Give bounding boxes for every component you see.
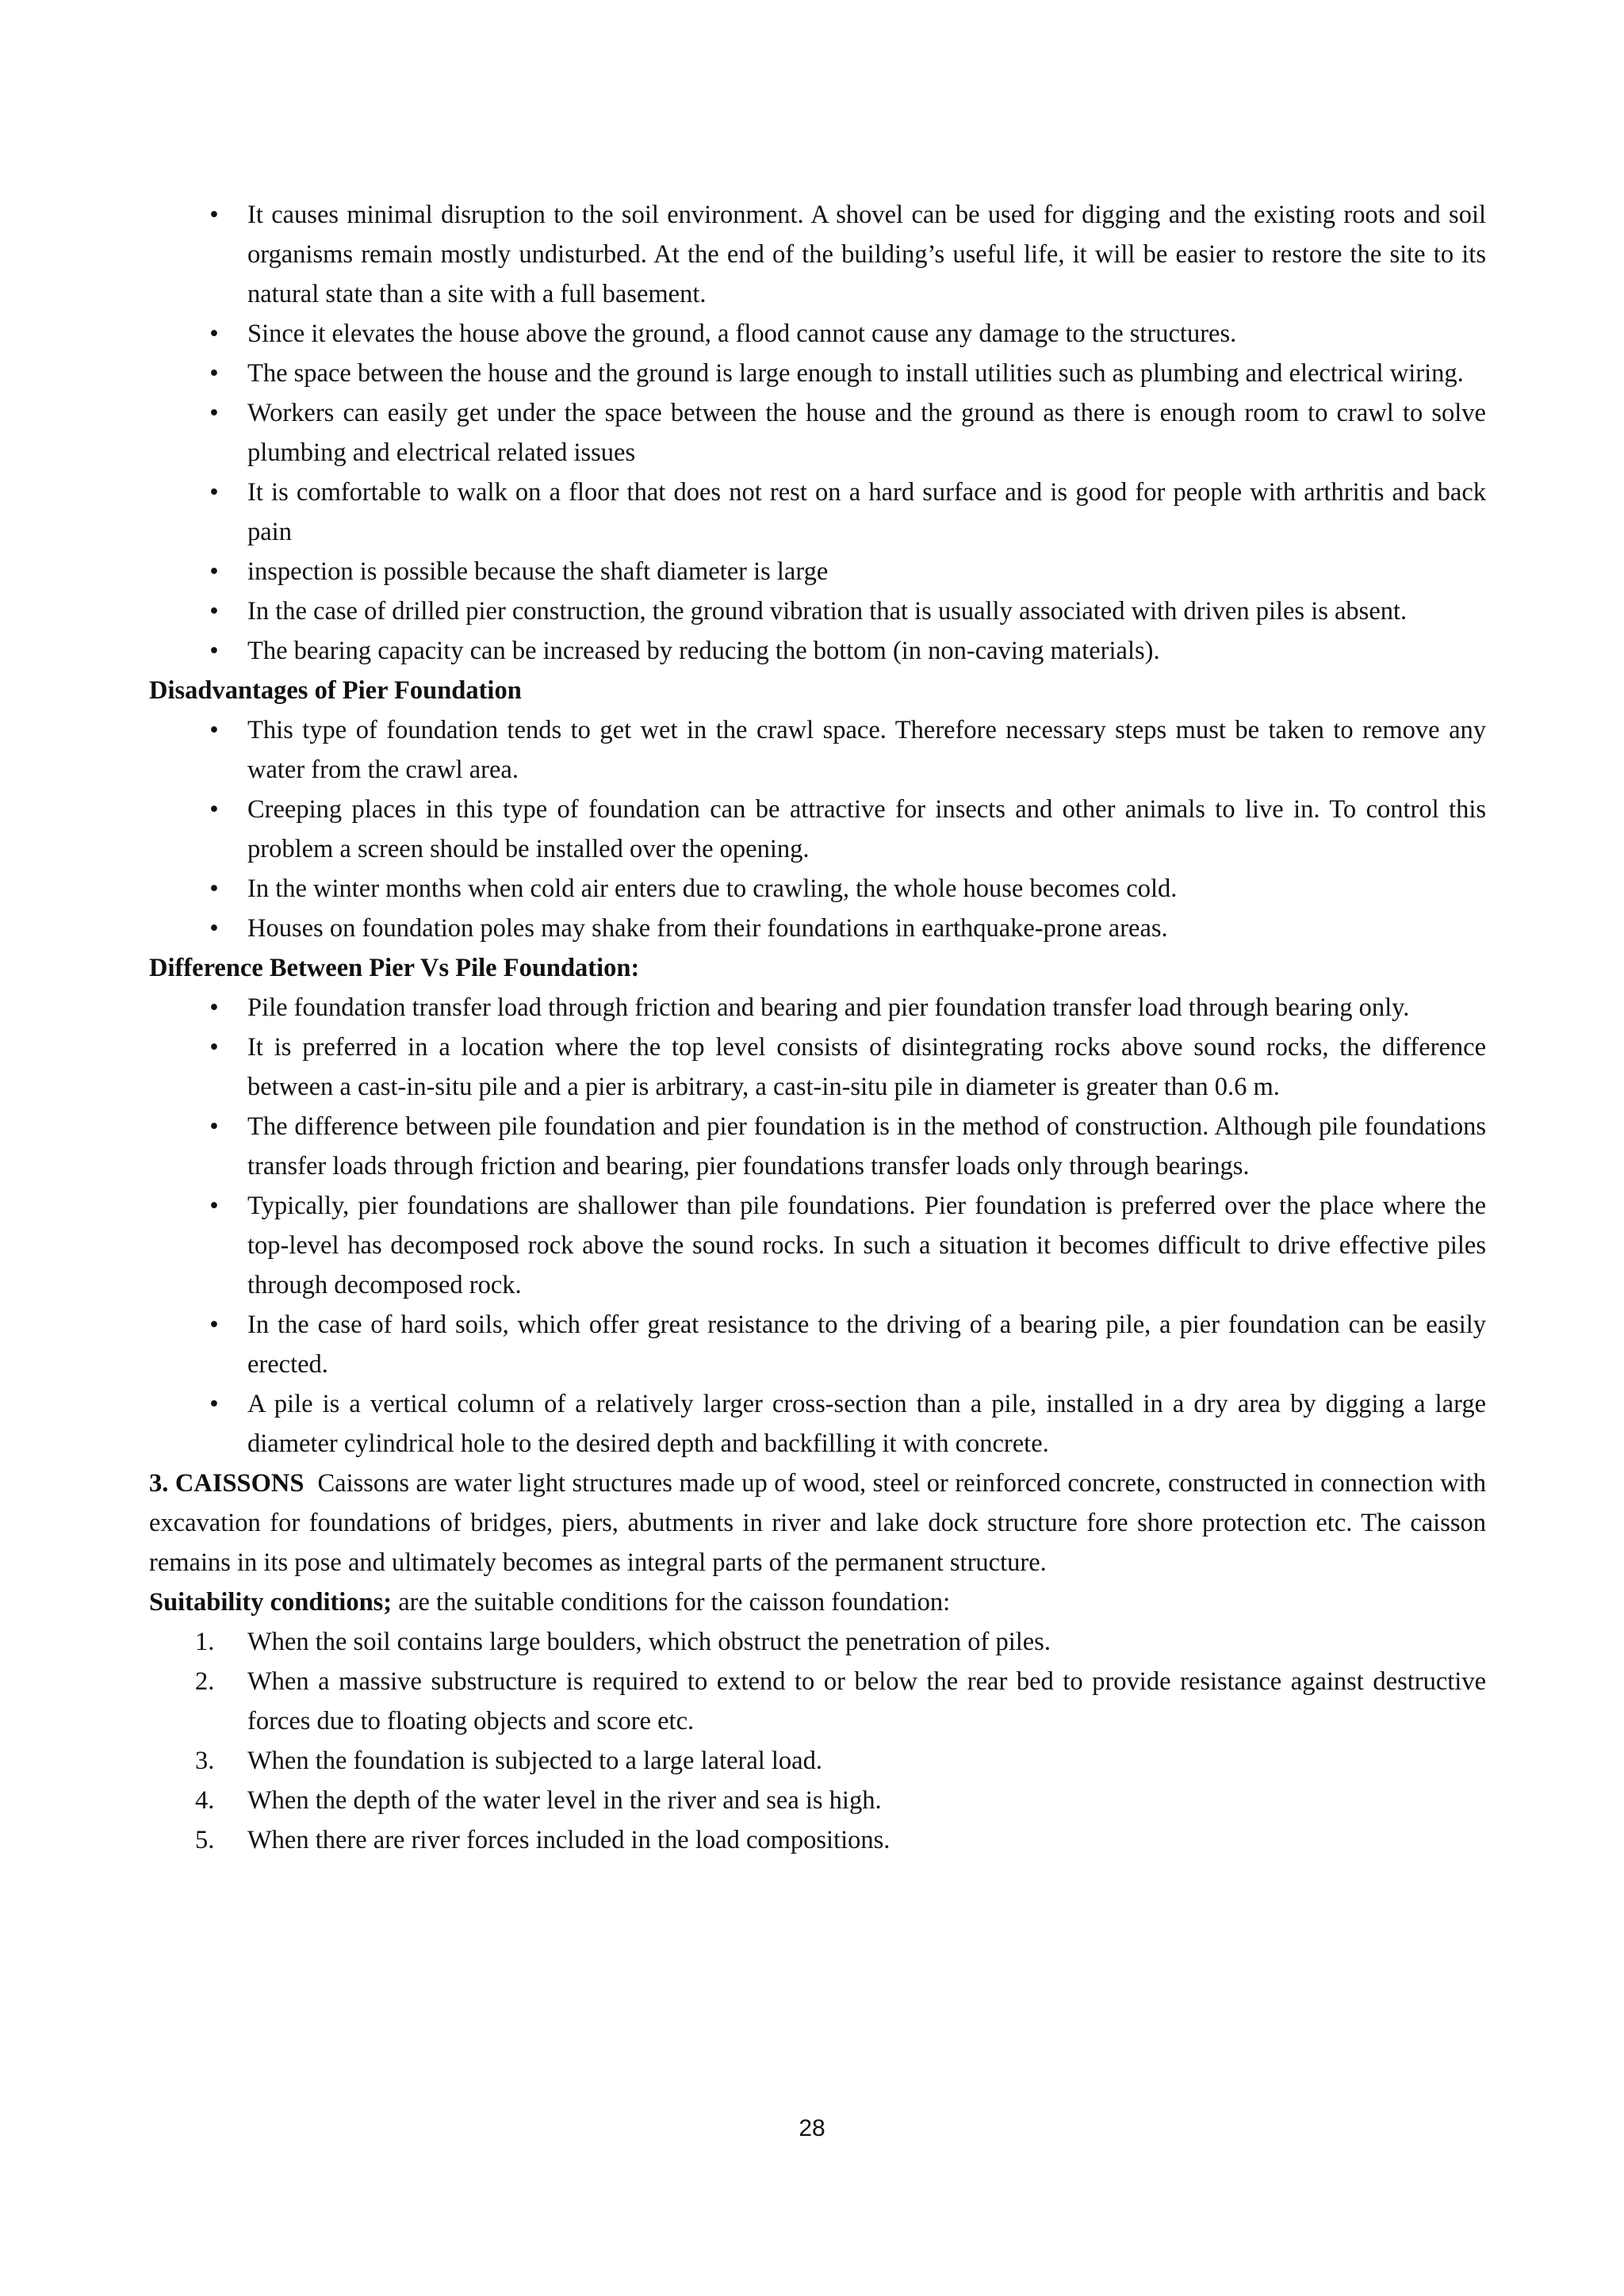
bullet-icon: •	[209, 359, 219, 388]
list-item-text: A pile is a vertical column of a relatively larger cross-section than a pile, installed in a dry area by digging a large diameter cylindrical hole to the desired depth and backfilling it with concrete.	[247, 1390, 1486, 1458]
list-number: 2.	[195, 1667, 215, 1696]
bullet-icon: •	[209, 1112, 219, 1141]
suitability-label: Suitability conditions;	[149, 1588, 393, 1617]
disadvantages-list	[149, 710, 1486, 948]
bullet-icon: •	[209, 914, 219, 943]
list-item-text: Pile foundation transfer load through friction and bearing and pier foundation transfer load through bearing only.	[247, 993, 1410, 1022]
list-item	[149, 1186, 1486, 1305]
list-item	[149, 1305, 1486, 1384]
list-item-text: When a massive substructure is required to extend to or below the rear bed to provide resistance against destructive forces due to floating objects and score etc.	[247, 1667, 1486, 1735]
caissons-text: Caissons are water light structures made up of wood, steel or reinforced concrete, constructed in connection with excavation for foundations of bridges, piers, abutments in river and lake dock structure fore shore protection etc. The caisson remains in its pose and ultimately becomes as integral parts of the permanent structure.	[149, 1469, 1486, 1577]
difference-list	[149, 988, 1486, 1464]
list-item-text: inspection is possible because the shaft diameter is large	[247, 557, 829, 586]
list-item	[149, 710, 1486, 790]
list-item	[149, 1662, 1486, 1741]
list-item	[149, 314, 1486, 354]
list-item-text: In the case of drilled pier construction, the ground vibration that is usually associated with driven piles is absent.	[247, 597, 1408, 626]
bullet-icon: •	[209, 478, 219, 507]
list-item-text: Creeping places in this type of foundation can be attractive for insects and other animals to live in. To control this problem a screen should be installed over the opening.	[247, 795, 1486, 863]
bullet-icon: •	[209, 201, 219, 229]
bullet-icon: •	[209, 1192, 219, 1220]
list-item	[149, 195, 1486, 314]
bullet-icon: •	[209, 557, 219, 586]
list-item-text: It causes minimal disruption to the soil environment. A shovel can be used for digging and the existing roots and soil organisms remain mostly undisturbed. At the end of the building’s useful life, it will be easier to restore the site to its natural state than a site with a full basement.	[247, 201, 1486, 308]
list-item-text: It is comfortable to walk on a floor that does not rest on a hard surface and is good for people with arthritis and back pain	[247, 478, 1486, 546]
list-item	[149, 1622, 1486, 1662]
list-number: 4.	[195, 1786, 215, 1815]
list-item-text: This type of foundation tends to get wet in the crawl space. Therefore necessary steps must be taken to remove any water from the crawl area.	[247, 716, 1486, 784]
list-item-text: Typically, pier foundations are shallower than pile foundations. Pier foundation is preferred over the place where the top-level has decomposed rock above the sound rocks. In such a situation it becomes difficult to drive effective piles through decomposed rock.	[247, 1192, 1486, 1299]
list-item-text: The space between the house and the ground is large enough to install utilities such as plumbing and electrical wiring.	[247, 359, 1464, 388]
bullet-icon: •	[209, 1390, 219, 1418]
list-item	[149, 552, 1486, 591]
list-item	[149, 591, 1486, 631]
list-item-text: The bearing capacity can be increased by reducing the bottom (in non-caving materials).	[247, 637, 1160, 665]
list-item	[149, 354, 1486, 393]
list-item	[149, 790, 1486, 869]
list-item	[149, 909, 1486, 948]
bullet-icon: •	[209, 716, 219, 744]
bullet-icon: •	[209, 993, 219, 1022]
list-item	[149, 988, 1486, 1027]
list-item-text: In the case of hard soils, which offer great resistance to the driving of a bearing pile, a pier foundation can be easily erected.	[247, 1311, 1486, 1379]
list-item-text: Houses on foundation poles may shake from their foundations in earthquake-prone areas.	[247, 914, 1168, 943]
list-number: 5.	[195, 1826, 215, 1854]
list-item	[149, 1781, 1486, 1820]
bullet-icon: •	[209, 597, 219, 626]
bullet-icon: •	[209, 399, 219, 427]
bullet-icon: •	[209, 1311, 219, 1339]
list-item	[149, 1741, 1486, 1781]
caissons-paragraph	[149, 1464, 1486, 1582]
suitability-text: are the suitable conditions for the caisson foundation:	[392, 1588, 951, 1617]
list-number: 1.	[195, 1628, 215, 1656]
list-item-text: When there are river forces included in the load compositions.	[247, 1826, 891, 1854]
advantages-list	[149, 195, 1486, 671]
list-item	[149, 1107, 1486, 1186]
suitability-paragraph	[149, 1582, 1486, 1622]
list-item-text: It is preferred in a location where the top level consists of disintegrating rocks above sound rocks, the difference between a cast-in-situ pile and a pier is arbitrary, a cast-in-situ pile in diameter is greater than 0.6 m.	[247, 1033, 1486, 1101]
list-item-text: Since it elevates the house above the ground, a flood cannot cause any damage to the structures.	[247, 320, 1237, 348]
bullet-icon: •	[209, 637, 219, 665]
bullet-icon: •	[209, 874, 219, 903]
bullet-icon: •	[209, 320, 219, 348]
page-content	[149, 195, 1486, 1860]
disadvantages-heading: Disadvantages of Pier Foundation	[149, 676, 522, 705]
page-number: 28	[799, 2115, 825, 2141]
list-item-text: Workers can easily get under the space between the house and the ground as there is enough room to crawl to solve plumbing and electrical related issues	[247, 399, 1486, 467]
list-item	[149, 473, 1486, 552]
list-item-text: When the depth of the water level in the river and sea is high.	[247, 1786, 882, 1815]
list-item-text: In the winter months when cold air enters due to crawling, the whole house becomes cold.	[247, 874, 1178, 903]
list-item	[149, 393, 1486, 473]
list-item	[149, 1384, 1486, 1464]
list-item	[149, 631, 1486, 671]
list-item-text: When the soil contains large boulders, which obstruct the penetration of piles.	[247, 1628, 1051, 1656]
bullet-icon: •	[209, 795, 219, 824]
list-number: 3.	[195, 1747, 215, 1775]
list-item	[149, 869, 1486, 909]
list-item-text: When the foundation is subjected to a large lateral load.	[247, 1747, 822, 1775]
bullet-icon: •	[209, 1033, 219, 1062]
difference-heading: Difference Between Pier Vs Pile Foundation:	[149, 954, 640, 982]
list-item	[149, 1027, 1486, 1107]
caissons-heading: 3. CAISSONS	[149, 1469, 304, 1498]
suitability-list	[149, 1622, 1486, 1860]
list-item-text: The difference between pile foundation and pier foundation is in the method of construction. Although pile foundations transfer loads through friction and bearing, pier foundations transfer loads only through bearings.	[247, 1112, 1486, 1181]
list-item	[149, 1820, 1486, 1860]
